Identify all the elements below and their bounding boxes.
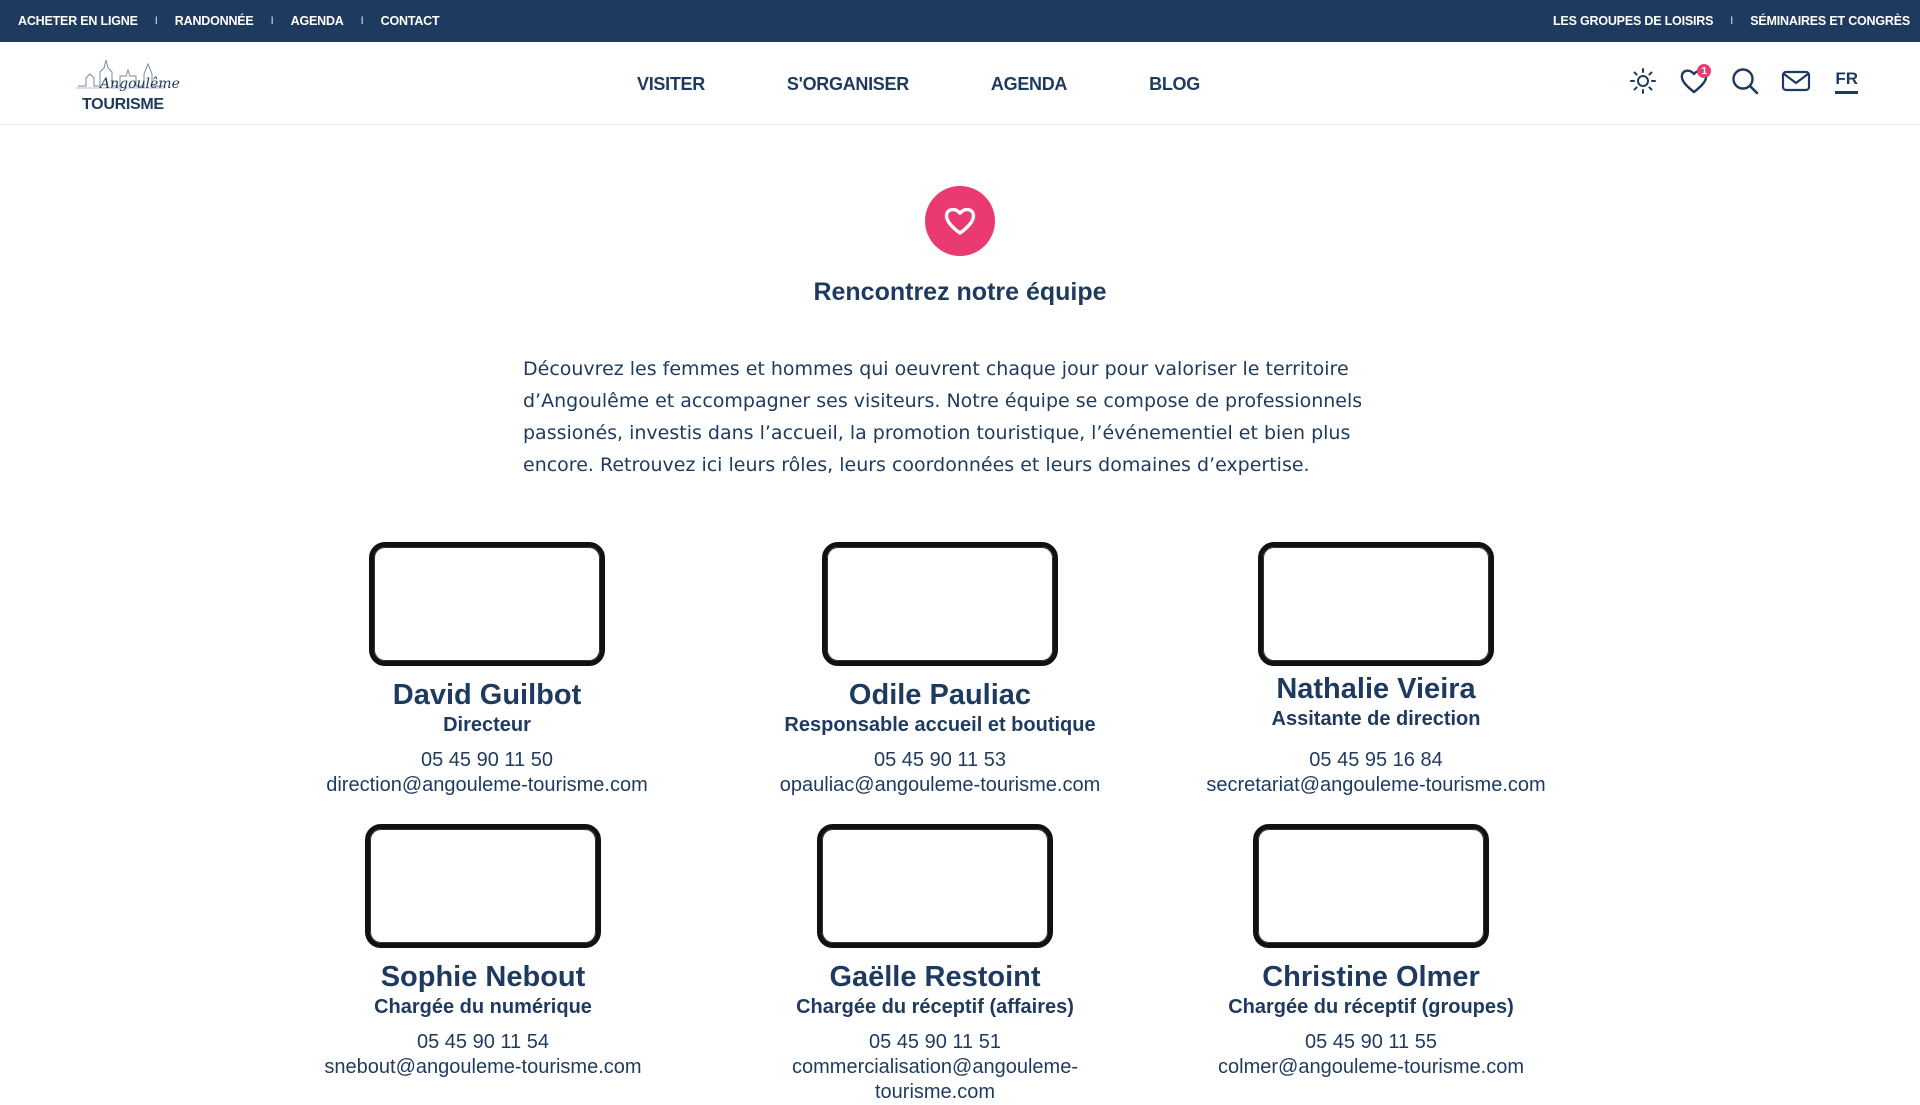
- top-utility-bar: [0, 0, 1920, 42]
- link-seminaires-et-congres[interactable]: SÉMINAIRES ET CONGRÈS: [1750, 14, 1910, 28]
- member-role: Responsable accueil et boutique: [784, 714, 1096, 736]
- member-photo: [1253, 824, 1489, 948]
- nav-blog[interactable]: BLOG: [1149, 74, 1200, 94]
- member-phone[interactable]: 05 45 90 11 54: [417, 1031, 549, 1053]
- separator: I: [1730, 15, 1734, 27]
- member-photo: [365, 824, 601, 948]
- member-name: Nathalie Vieira: [1276, 673, 1476, 705]
- member-photo: [822, 542, 1058, 666]
- intro-paragraph: Découvrez les femmes et hommes qui oeuvrent chaque jour pour valoriser le territoire d’Angoulême et accompagner ses visiteurs. Notre équipe se compose de professionnels passionés, investis dans l’accueil, la promotion touristique, l’événementiel et bien plus encore. Retrouvez ici leurs rôles, leurs coordonnées et leurs domaines d’expertise.: [523, 358, 1363, 476]
- member-email[interactable]: opauliac@angouleme-tourisme.com: [779, 774, 1101, 796]
- header-tools: [1609, 64, 1858, 98]
- team-member-card: [735, 824, 1135, 1105]
- separator: I: [360, 15, 364, 27]
- mail-icon: [1781, 69, 1811, 93]
- team-member-card: [740, 542, 1140, 798]
- link-agenda-top[interactable]: AGENDA: [290, 14, 344, 28]
- member-name: Gaëlle Restoint: [829, 961, 1041, 993]
- logo-script-text: Angoulême: [100, 76, 180, 92]
- link-acheter-en-ligne[interactable]: ACHETER EN LIGNE: [18, 14, 138, 28]
- nav-sorganiser[interactable]: S'ORGANISER: [786, 74, 909, 94]
- nav-agenda[interactable]: AGENDA: [990, 74, 1068, 94]
- member-email[interactable]: direction@angouleme-tourisme.com: [326, 774, 648, 796]
- team-member-card: [1171, 824, 1571, 1080]
- member-name: Sophie Nebout: [380, 961, 586, 993]
- member-email[interactable]: colmer@angouleme-tourisme.com: [1218, 1056, 1524, 1078]
- team-member-card: [287, 542, 687, 798]
- member-email[interactable]: snebout@angouleme-tourisme.com: [324, 1056, 642, 1078]
- search-button[interactable]: [1728, 64, 1762, 98]
- member-photo: [817, 824, 1053, 948]
- team-member-card: [283, 824, 683, 1080]
- search-icon: [1730, 66, 1760, 96]
- favorites-count-badge: 1: [1697, 64, 1711, 78]
- member-name: Christine Olmer: [1262, 961, 1480, 993]
- page-title: Rencontrez notre équipe: [813, 278, 1107, 306]
- language-selector[interactable]: FR: [1835, 69, 1858, 94]
- link-contact[interactable]: CONTACT: [380, 14, 440, 28]
- member-role: Assitante de direction: [1271, 708, 1481, 730]
- team-member-card: [1176, 542, 1576, 798]
- link-randonnee[interactable]: RANDONNÉE: [174, 14, 254, 28]
- member-phone[interactable]: 05 45 90 11 51: [869, 1031, 1001, 1053]
- heart-icon: [941, 204, 979, 238]
- favorites-button[interactable]: [1677, 64, 1711, 98]
- member-name: David Guilbot: [392, 679, 582, 711]
- separator: I: [270, 15, 274, 27]
- member-photo: [1258, 542, 1494, 666]
- member-email[interactable]: commercialisation@angouleme-tourisme.com: [792, 1056, 1078, 1103]
- member-photo: [369, 542, 605, 666]
- member-phone[interactable]: 05 45 95 16 84: [1309, 749, 1443, 771]
- member-phone[interactable]: 05 45 90 11 55: [1305, 1031, 1437, 1053]
- member-phone[interactable]: 05 45 90 11 50: [421, 749, 553, 771]
- logo-word-text: TOURISME: [82, 96, 164, 113]
- member-role: Chargée du réceptif (affaires): [796, 996, 1074, 1018]
- member-phone[interactable]: 05 45 90 11 53: [874, 749, 1006, 771]
- member-role: Chargée du réceptif (groupes): [1228, 996, 1514, 1018]
- top-links-right: [1553, 14, 1910, 28]
- member-email[interactable]: secretariat@angouleme-tourisme.com: [1206, 774, 1546, 796]
- nav-visiter[interactable]: VISITER: [637, 74, 705, 94]
- main-header: [0, 42, 1920, 125]
- main-navigation: [637, 74, 1200, 95]
- sun-icon: [1629, 67, 1657, 95]
- section-heart-badge: [925, 186, 995, 256]
- mail-button[interactable]: [1779, 64, 1813, 98]
- member-role: Directeur: [443, 714, 531, 736]
- member-name: Odile Pauliac: [848, 679, 1032, 711]
- site-logo[interactable]: [76, 52, 180, 117]
- theme-toggle-button[interactable]: [1626, 64, 1660, 98]
- separator: I: [154, 15, 158, 27]
- link-groupes-de-loisirs[interactable]: LES GROUPES DE LOISIRS: [1553, 14, 1714, 28]
- top-links-left: [18, 14, 439, 28]
- member-role: Chargée du numérique: [374, 996, 592, 1018]
